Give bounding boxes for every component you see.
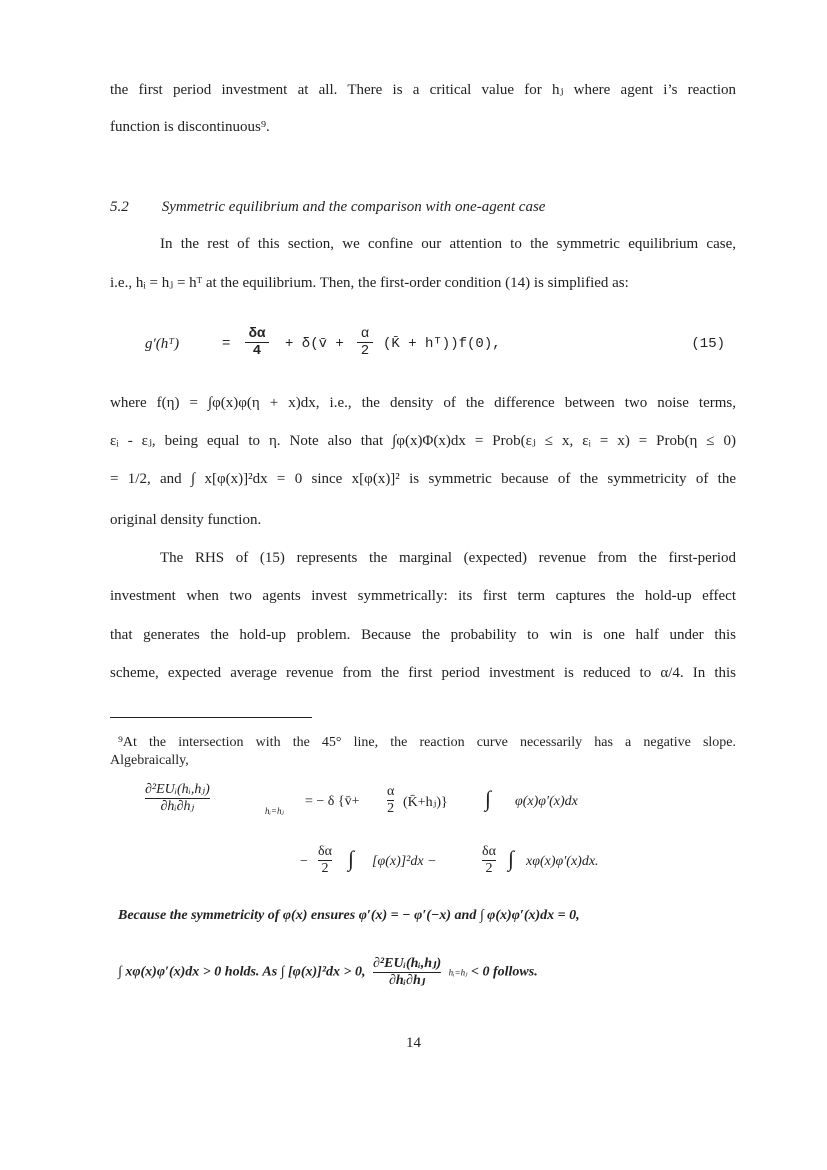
equation-fraction [245,326,269,359]
footnote-equation-row-1 [145,782,665,832]
integral-sign: ∫ [348,846,355,871]
equation-lhs: g′(hᵀ) [145,336,180,352]
fraction-numerator: α [387,784,395,799]
equation-fraction [357,326,373,359]
body-text-line: the first period investment at all. There is a critical value for hⱼ where agent i’s reaction [110,82,736,98]
footnote-rule [110,717,312,718]
footnote-line: Algebraically, [110,753,189,768]
body-text-line: scheme, expected average revenue from the first period investment is reduced to α/4. In this [110,665,736,681]
fraction-numerator: ∂²EUᵢ(hᵢ,hⱼ) [145,782,210,797]
integral-sign: ∫ [485,786,492,811]
fraction-denominator: 4 [252,343,262,359]
equation-rhs: = − δ {v̄+ [305,794,360,809]
body-text-line: function is discontinuous⁹. [110,119,270,135]
equation-number: (15) [691,336,725,352]
body-text-line: that generates the hold-up problem. Because the probability to win is one half under this [110,627,736,643]
body-text-line: original density function. [110,512,262,528]
equation-middle: + δ(v̄ + [285,336,344,352]
fraction-denominator: 2 [387,801,395,816]
section-heading [110,197,736,217]
delta-alpha-half-fraction [318,844,332,877]
equation-15 [145,326,725,366]
fraction-denominator: 2 [321,861,329,876]
section-title: Symmetric equilibrium and the comparison with one-agent case [161,199,546,215]
fraction-denominator: ∂hᵢ∂hⱼ [160,799,195,814]
section-number: 5.2 [110,199,129,215]
footnote-conclusion-line: Because the symmetricity of φ(x) ensures φ′(x) = − φ′(−x) and ∫ φ(x)φ′(x)dx = 0, [118,908,580,923]
conclusion-text: < 0 follows. [470,964,538,980]
page-number: 14 [406,1035,421,1051]
fraction-numerator: α [360,326,370,342]
delta-alpha-half-fraction [482,844,496,877]
evaluation-subscript: hᵢ=hⱼ [448,967,468,978]
equation-term: [φ(x)]²dx − [372,854,437,869]
minus-sign: − [300,854,308,869]
integral-sign: ∫ [508,846,515,871]
fraction-denominator: ∂hᵢ∂hⱼ [388,973,426,988]
fraction-numerator: δα [248,326,266,342]
footnote-line: ⁹At the intersection with the 45° line, the reaction curve necessarily has a negative slope. [118,735,736,750]
partial-derivative-fraction [145,782,210,815]
fraction-denominator: 2 [485,861,493,876]
equation-term: xφ(x)φ′(x)dx. [526,854,599,869]
footnote-conclusion-line-2 [118,956,738,989]
equation-rhs: φ(x)φ′(x)dx [515,794,578,809]
fraction-numerator: δα [318,844,332,859]
body-text-line: The RHS of (15) represents the marginal (expected) revenue from the first-period [160,550,736,566]
body-text-line: where f(η) = ∫φ(x)φ(η + x)dx, i.e., the density of the difference between two noise terms, [110,395,736,411]
equation-equals: = [222,336,231,352]
alpha-half-fraction [387,784,394,817]
partial-derivative-fraction [373,956,441,989]
equation-tail: (K̄ + hᵀ))f(0), [383,336,501,352]
footnote-equation-row-2 [300,842,640,882]
fraction-denominator: 2 [360,343,370,359]
equation-rhs: (K̄+hⱼ)} [403,795,448,810]
body-text-line: In the rest of this section, we confine our attention to the symmetric equilibrium case, [160,236,736,252]
body-text-line: investment when two agents invest symmetrically: its first term captures the hold-up effect [110,588,736,604]
fraction-numerator: δα [482,844,496,859]
body-text-line: i.e., hᵢ = hⱼ = hᵀ at the equilibrium. Then, the first-order condition (14) is simplified as: [110,275,629,291]
body-text-line: = 1/2, and ∫ x[φ(x)]²dx = 0 since x[φ(x)]² is symmetric because of the symmetricity of the [110,471,736,487]
evaluation-subscript: hᵢ=hⱼ [265,806,284,816]
conclusion-text: ∫ xφ(x)φ′(x)dx > 0 holds. As ∫ [φ(x)]²dx > 0, [118,964,366,980]
fraction-numerator: ∂²EUᵢ(hᵢ,hⱼ) [373,956,442,971]
body-text-line: εᵢ - εⱼ, being equal to η. Note also that ∫φ(x)Φ(x)dx = Prob(εⱼ ≤ x, εᵢ = x) = Prob(η ≤ 0) [110,433,736,449]
